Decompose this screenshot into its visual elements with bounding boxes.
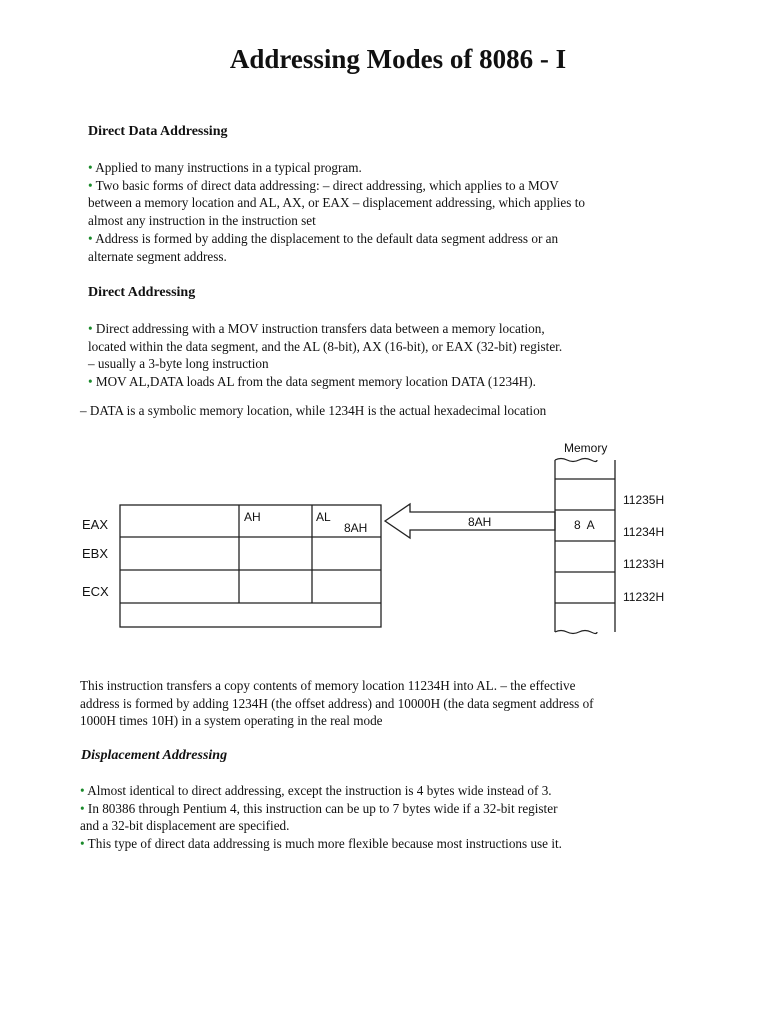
mov-al-data-diagram [76, 434, 696, 650]
direct-data-addressing-text [88, 159, 585, 265]
address-label-11233h: 11233H [623, 557, 665, 571]
text-line: located within the data segment, and the AL (8-bit), AX (16-bit), or EAX (32-bit) register. [88, 338, 563, 354]
bullet-icon: • [80, 836, 85, 852]
text-line: and a 32-bit displacement are specified. [80, 818, 290, 834]
text-line: This instruction transfers a copy contents of memory location 11234H into AL. – the effective [80, 678, 576, 693]
register-label-ecx: ECX [82, 584, 109, 599]
text-line: almost any instruction in the instruction set [88, 213, 316, 229]
bullet-icon: • [80, 800, 85, 816]
memory-title: Memory [564, 441, 608, 455]
text-line: • This type of direct data addressing is much more flexible because most instructions use it. [80, 836, 562, 852]
text-line: • Two basic forms of direct data addressing: – direct addressing, which applies to a MOV [88, 177, 559, 193]
text-line: – usually a 3-byte long instruction [88, 356, 269, 372]
section-heading-displacement-addressing: Displacement Addressing [81, 748, 228, 763]
page-title: Addressing Modes of 8086 - I [229, 44, 567, 74]
text-line: between a memory location and AL, AX, or EAX – displacement addressing, which applies to [88, 195, 585, 211]
register-label-eax: EAX [82, 517, 109, 532]
section-heading-direct-data-addressing: Direct Data Addressing [88, 124, 228, 139]
bullet-icon: • [88, 177, 93, 193]
address-label-11232h: 11232H [623, 590, 665, 604]
bullet-icon: • [88, 374, 93, 390]
al-label: AL [316, 510, 331, 524]
memory-cell-value: 8 A [574, 518, 595, 532]
bullet-icon: • [88, 160, 93, 175]
displacement-addressing-text [80, 782, 562, 853]
text-line: alternate segment address. [88, 248, 227, 264]
direct-addressing-note: – DATA is a symbolic memory location, while 1234H is the actual hexadecimal location [80, 403, 547, 418]
text-line: 1000H times 10H) in a system operating in the real mode [80, 713, 383, 729]
text-line: • Applied to many instructions in a typical program. [88, 160, 362, 175]
ah-label: AH [244, 510, 261, 524]
register-label-ebx: EBX [82, 546, 109, 561]
section-heading-direct-addressing: Direct Addressing [88, 285, 196, 300]
text-line: address is formed by adding 1234H (the offset address) and 10000H (the data segment address of [80, 695, 594, 711]
address-label-11234h: 11234H [623, 525, 665, 539]
text-line: • MOV AL,DATA loads AL from the data segment memory location DATA (1234H). [88, 374, 536, 390]
arrow-label: 8AH [468, 515, 492, 529]
text-line: • Direct addressing with a MOV instruction transfers data between a memory location, [88, 321, 545, 336]
bullet-icon: • [80, 783, 85, 798]
text-line: • Almost identical to direct addressing, except the instruction is 4 bytes wide instead of 3. [80, 783, 552, 798]
al-value: 8AH [344, 521, 368, 535]
direct-addressing-text [88, 320, 562, 391]
bullet-icon: • [88, 230, 93, 246]
diagram-caption [80, 677, 594, 730]
bullet-icon: • [88, 321, 93, 336]
text-line: • In 80386 through Pentium 4, this instruction can be up to 7 bytes wide if a 32-bit register [80, 800, 558, 816]
text-line: • Address is formed by adding the displacement to the default data segment address or an [88, 230, 559, 246]
address-label-11235h: 11235H [623, 493, 665, 507]
